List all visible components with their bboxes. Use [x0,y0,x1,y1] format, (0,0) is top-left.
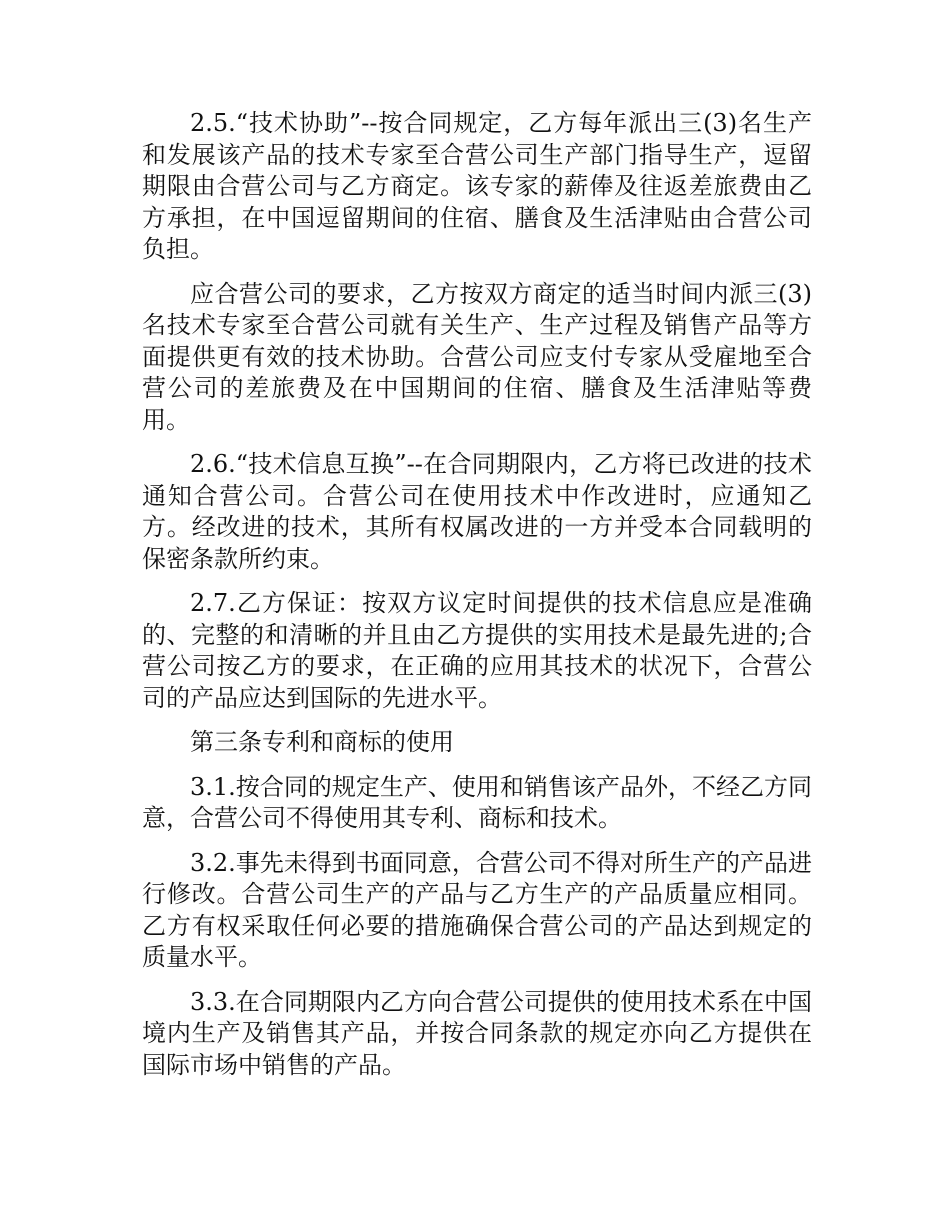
document-page [142,108,812,1094]
clause-2-5-continuation-paragraph: 应合营公司的要求，乙方按双方商定的适当时间内派三(3)名技术专家至合营公司就有关生产、生产过程及销售产品等方面提供更有效的技术协助。合营公司应支付专家从受雇地至合营公司的差旅费及在中国期间的住宿、膳食及生活津贴等费用。 [142,279,812,434]
clause-3-1-paragraph: 3.1.按合同的规定生产、使用和销售该产品外，不经乙方同意，合营公司不得使用其专利、商标和技术。 [142,772,812,832]
clause-3-3-paragraph: 3.3.在合同期限内乙方向合营公司提供的使用技术系在中国境内生产及销售其产品，并按合同条款的规定亦向乙方提供在国际市场中销售的产品。 [142,987,812,1079]
article-3-heading: 第三条专利和商标的使用 [190,728,454,756]
clause-2-5-paragraph: 2.5.“技术协助”--按合同规定，乙方每年派出三(3)名生产和发展该产品的技术专家至合营公司生产部门指导生产，逗留期限由合营公司与乙方商定。该专家的薪俸及往返差旅费由乙方承担，在中国逗留期间的住宿、膳食及生活津贴由合营公司负担。 [142,109,812,263]
clause-3-2-paragraph: 3.2.事先未得到书面同意，合营公司不得对所生产的产品进行修改。合营公司生产的产品与乙方生产的产品质量应相同。乙方有权采取任何必要的措施确保合营公司的产品达到规定的质量水平。 [142,848,812,971]
clause-2-7-paragraph: 2.7.乙方保证：按双方议定时间提供的技术信息应是准确的、完整的和清晰的并且由乙方提供的实用技术是最先进的;合营公司按乙方的要求，在正确的应用其技术的状况下，合营公司的产品应达到国际的先进水平。 [142,589,812,712]
clause-2-6-paragraph: 2.6.“技术信息互换”--在合同期限内，乙方将已改进的技术通知合营公司。合营公司在使用技术中作改进时，应通知乙方。经改进的技术，其所有权属改进的一方并受本合同载明的保密条款所约束。 [142,450,812,573]
